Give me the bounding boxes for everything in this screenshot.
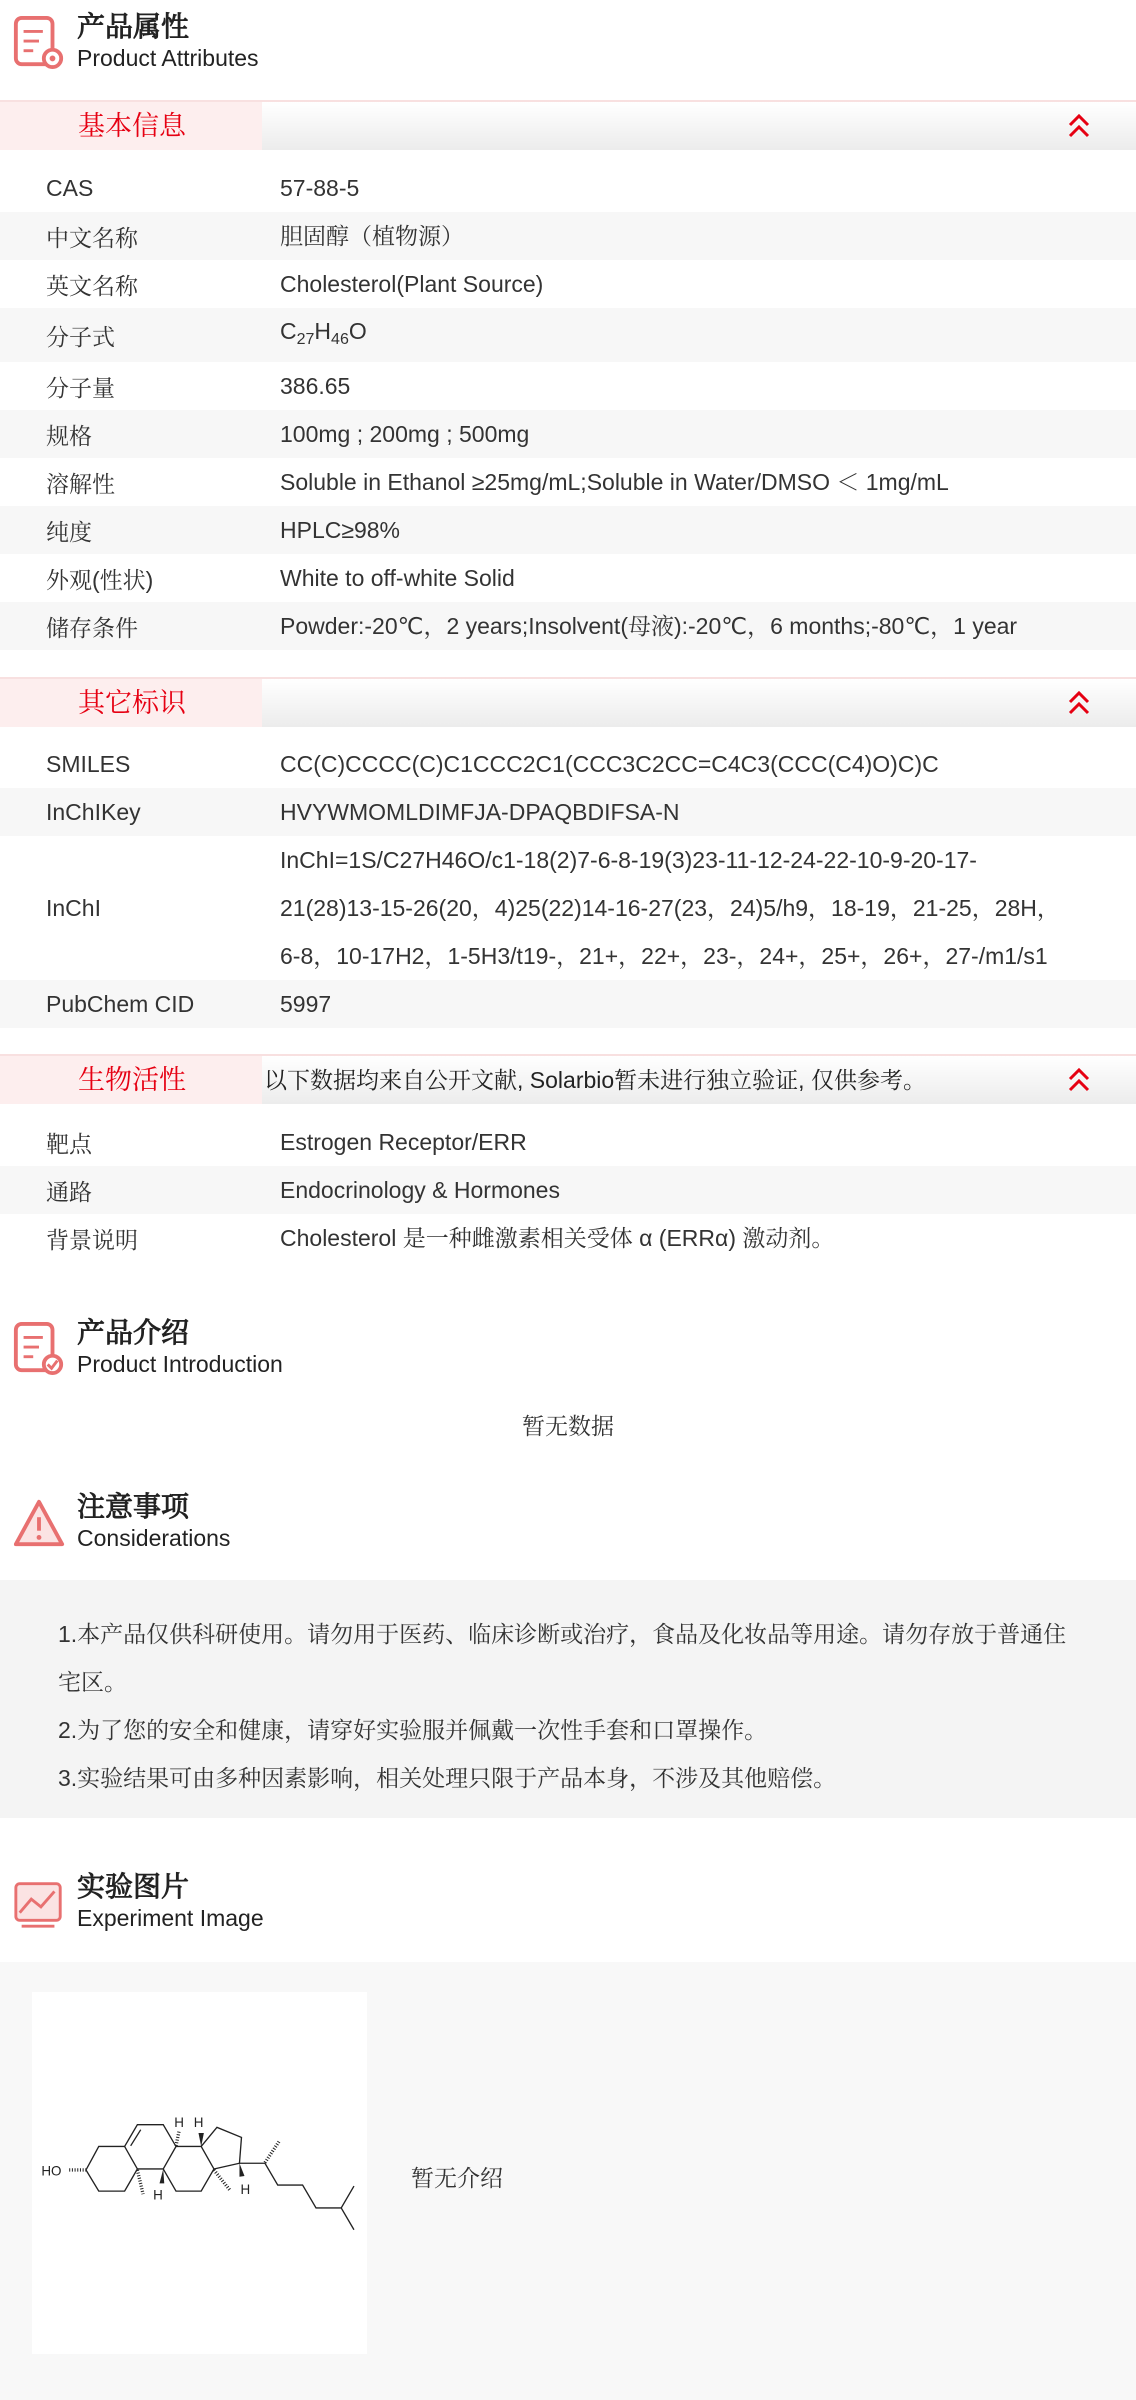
other-identifiers-table [0, 740, 1136, 1028]
row-value [280, 836, 1136, 980]
table-row [0, 308, 1136, 362]
disclaimer-note: 以下数据均来自公开文献, Solarbio暂未进行独立验证, 仅供参考。 [264, 1067, 926, 1093]
row-label: InChI [46, 894, 101, 921]
table-row [0, 836, 1136, 980]
image-chart-icon [12, 1874, 66, 1932]
table-row [0, 788, 1136, 836]
row-value: Cholesterol(Plant Source) [280, 271, 544, 297]
row-value: Soluble in Ethanol ≥25mg/mL;Soluble in Water/DMSO ＜ 1mg/mL [280, 469, 949, 495]
row-label: 背景说明 [46, 1226, 138, 1253]
image-caption: 暂无介绍 [411, 2165, 503, 2191]
table-row [0, 458, 1136, 506]
collapse-chevron-icon[interactable] [1066, 112, 1092, 140]
formula-element: C [280, 317, 297, 344]
ho-label: HO [41, 2163, 62, 2179]
row-label: 规格 [46, 422, 92, 449]
table-row [0, 410, 1136, 458]
h-label: H [240, 2182, 251, 2198]
table-row [0, 362, 1136, 410]
table-row [0, 164, 1136, 212]
section-title: 产品介绍 [77, 1317, 190, 1348]
row-value: 胆固醇（植物源） [280, 223, 464, 249]
collapse-chevron-icon[interactable] [1066, 689, 1092, 717]
row-label: CAS [46, 174, 94, 201]
consideration-item: 1.本产品仅供科研使用。请勿用于医药、临床诊断或治疗，食品及化妆品等用途。请勿存放于普通住宅区。 [58, 1621, 1067, 1695]
table-row [0, 602, 1136, 650]
other-identifiers-label: 其它标识 [0, 679, 262, 727]
formula-element: H [314, 317, 332, 344]
h-label: H [153, 2187, 163, 2203]
formula-count: 46 [331, 330, 349, 348]
formula-count: 27 [296, 330, 315, 348]
table-row [0, 980, 1136, 1028]
section-title: 实验图片 [77, 1871, 190, 1902]
row-label: 外观(性状) [46, 566, 154, 593]
basic-info-tab[interactable] [0, 100, 1136, 150]
warning-icon [12, 1494, 66, 1552]
bio-activity-table [0, 1118, 1136, 1262]
considerations-list [0, 1580, 1136, 1818]
table-row [0, 260, 1136, 308]
consideration-item: 2.为了您的安全和健康，请穿好实验服并佩戴一次性手套和口罩操作。 [58, 1717, 768, 1743]
other-identifiers-tab[interactable] [0, 677, 1136, 727]
formula-element: O [348, 317, 367, 344]
consideration-item: 3.实验结果可由多种因素影响，相关处理只限于产品本身，不涉及其他赔偿。 [58, 1765, 837, 1791]
bio-activity-tab[interactable] [0, 1054, 1136, 1104]
row-label: 中文名称 [46, 224, 138, 251]
inchi-line: 21(28)13-15-26(20，4)25(22)14-16-27(23，24)5/h9，18-19，21-25，28H， [280, 895, 1060, 921]
row-label: 纯度 [46, 518, 92, 545]
h-label: H [174, 2114, 185, 2130]
row-value: 5997 [280, 991, 332, 1017]
row-label: 英文名称 [46, 272, 138, 299]
section-subtitle: Considerations [77, 1525, 231, 1551]
table-row [0, 554, 1136, 602]
table-row [0, 1166, 1136, 1214]
molecular-formula [280, 307, 1136, 364]
row-label: 分子式 [46, 323, 115, 350]
section-subtitle: Product Introduction [77, 1351, 283, 1377]
inchi-line: InChI=1S/C27H46O/c1-18(2)7-6-8-19(3)23-11-12-24-22-10-9-20-17- [280, 847, 977, 873]
table-row [0, 740, 1136, 788]
row-value: Estrogen Receptor/ERR [280, 1129, 527, 1155]
document-check-icon [12, 1320, 66, 1378]
row-value: White to off-white Solid [280, 565, 515, 591]
table-row [0, 1118, 1136, 1166]
row-value: CC(C)CCCC(C)C1CCC2C1(CCC3C2CC=C4C3(CCC(C4)O)C)C [280, 751, 939, 777]
row-value: Endocrinology & Hormones [280, 1177, 560, 1203]
section-title: 产品属性 [77, 11, 190, 42]
row-value: Powder:-20℃，2 years;Insolvent(母液):-20℃，6 months;-80℃，1 year [280, 613, 1018, 639]
row-value: HVYWMOMLDIMFJA-DPAQBDIFSA-N [280, 799, 680, 825]
h-label: H [193, 2114, 204, 2130]
row-label: SMILES [46, 750, 131, 777]
table-row [0, 506, 1136, 554]
cholesterol-structure [32, 1992, 367, 2354]
row-label: PubChem CID [46, 990, 195, 1017]
structure-image[interactable] [32, 1992, 367, 2354]
row-label: 靶点 [46, 1130, 92, 1157]
product-introduction-header [0, 1316, 1136, 1380]
row-value: HPLC≥98% [280, 517, 401, 543]
section-subtitle: Experiment Image [77, 1905, 264, 1931]
basic-info-label: 基本信息 [0, 102, 262, 150]
collapse-chevron-icon[interactable] [1066, 1066, 1092, 1094]
document-gear-icon [12, 14, 66, 72]
row-value: 57-88-5 [280, 175, 360, 201]
inchi-line: 6-8，10-17H2，1-5H3/t19-，21+，22+，23-，24+，25+，26+，27-/m1/s1 [280, 943, 1048, 969]
table-row [0, 1214, 1136, 1262]
experiment-image-header [0, 1870, 1136, 1934]
row-label: 分子量 [46, 374, 115, 401]
considerations-header [0, 1490, 1136, 1554]
row-value: 100mg ; 200mg ; 500mg [280, 421, 530, 447]
basic-info-table [0, 164, 1136, 650]
row-value: Cholesterol 是一种雌激素相关受体 α (ERRα) 激动剂。 [280, 1225, 835, 1251]
no-data-text: 暂无数据 [522, 1413, 614, 1439]
experiment-image-panel [0, 1962, 1136, 2400]
row-label: 溶解性 [46, 470, 115, 497]
table-row [0, 212, 1136, 260]
section-title: 注意事项 [77, 1491, 190, 1522]
product-attributes-header [0, 10, 1136, 74]
row-label: 储存条件 [46, 614, 138, 641]
row-label: InChIKey [46, 798, 141, 825]
section-subtitle: Product Attributes [77, 45, 259, 71]
row-value: 386.65 [280, 373, 351, 399]
row-label: 通路 [46, 1178, 92, 1205]
bio-activity-label: 生物活性 [0, 1056, 262, 1104]
